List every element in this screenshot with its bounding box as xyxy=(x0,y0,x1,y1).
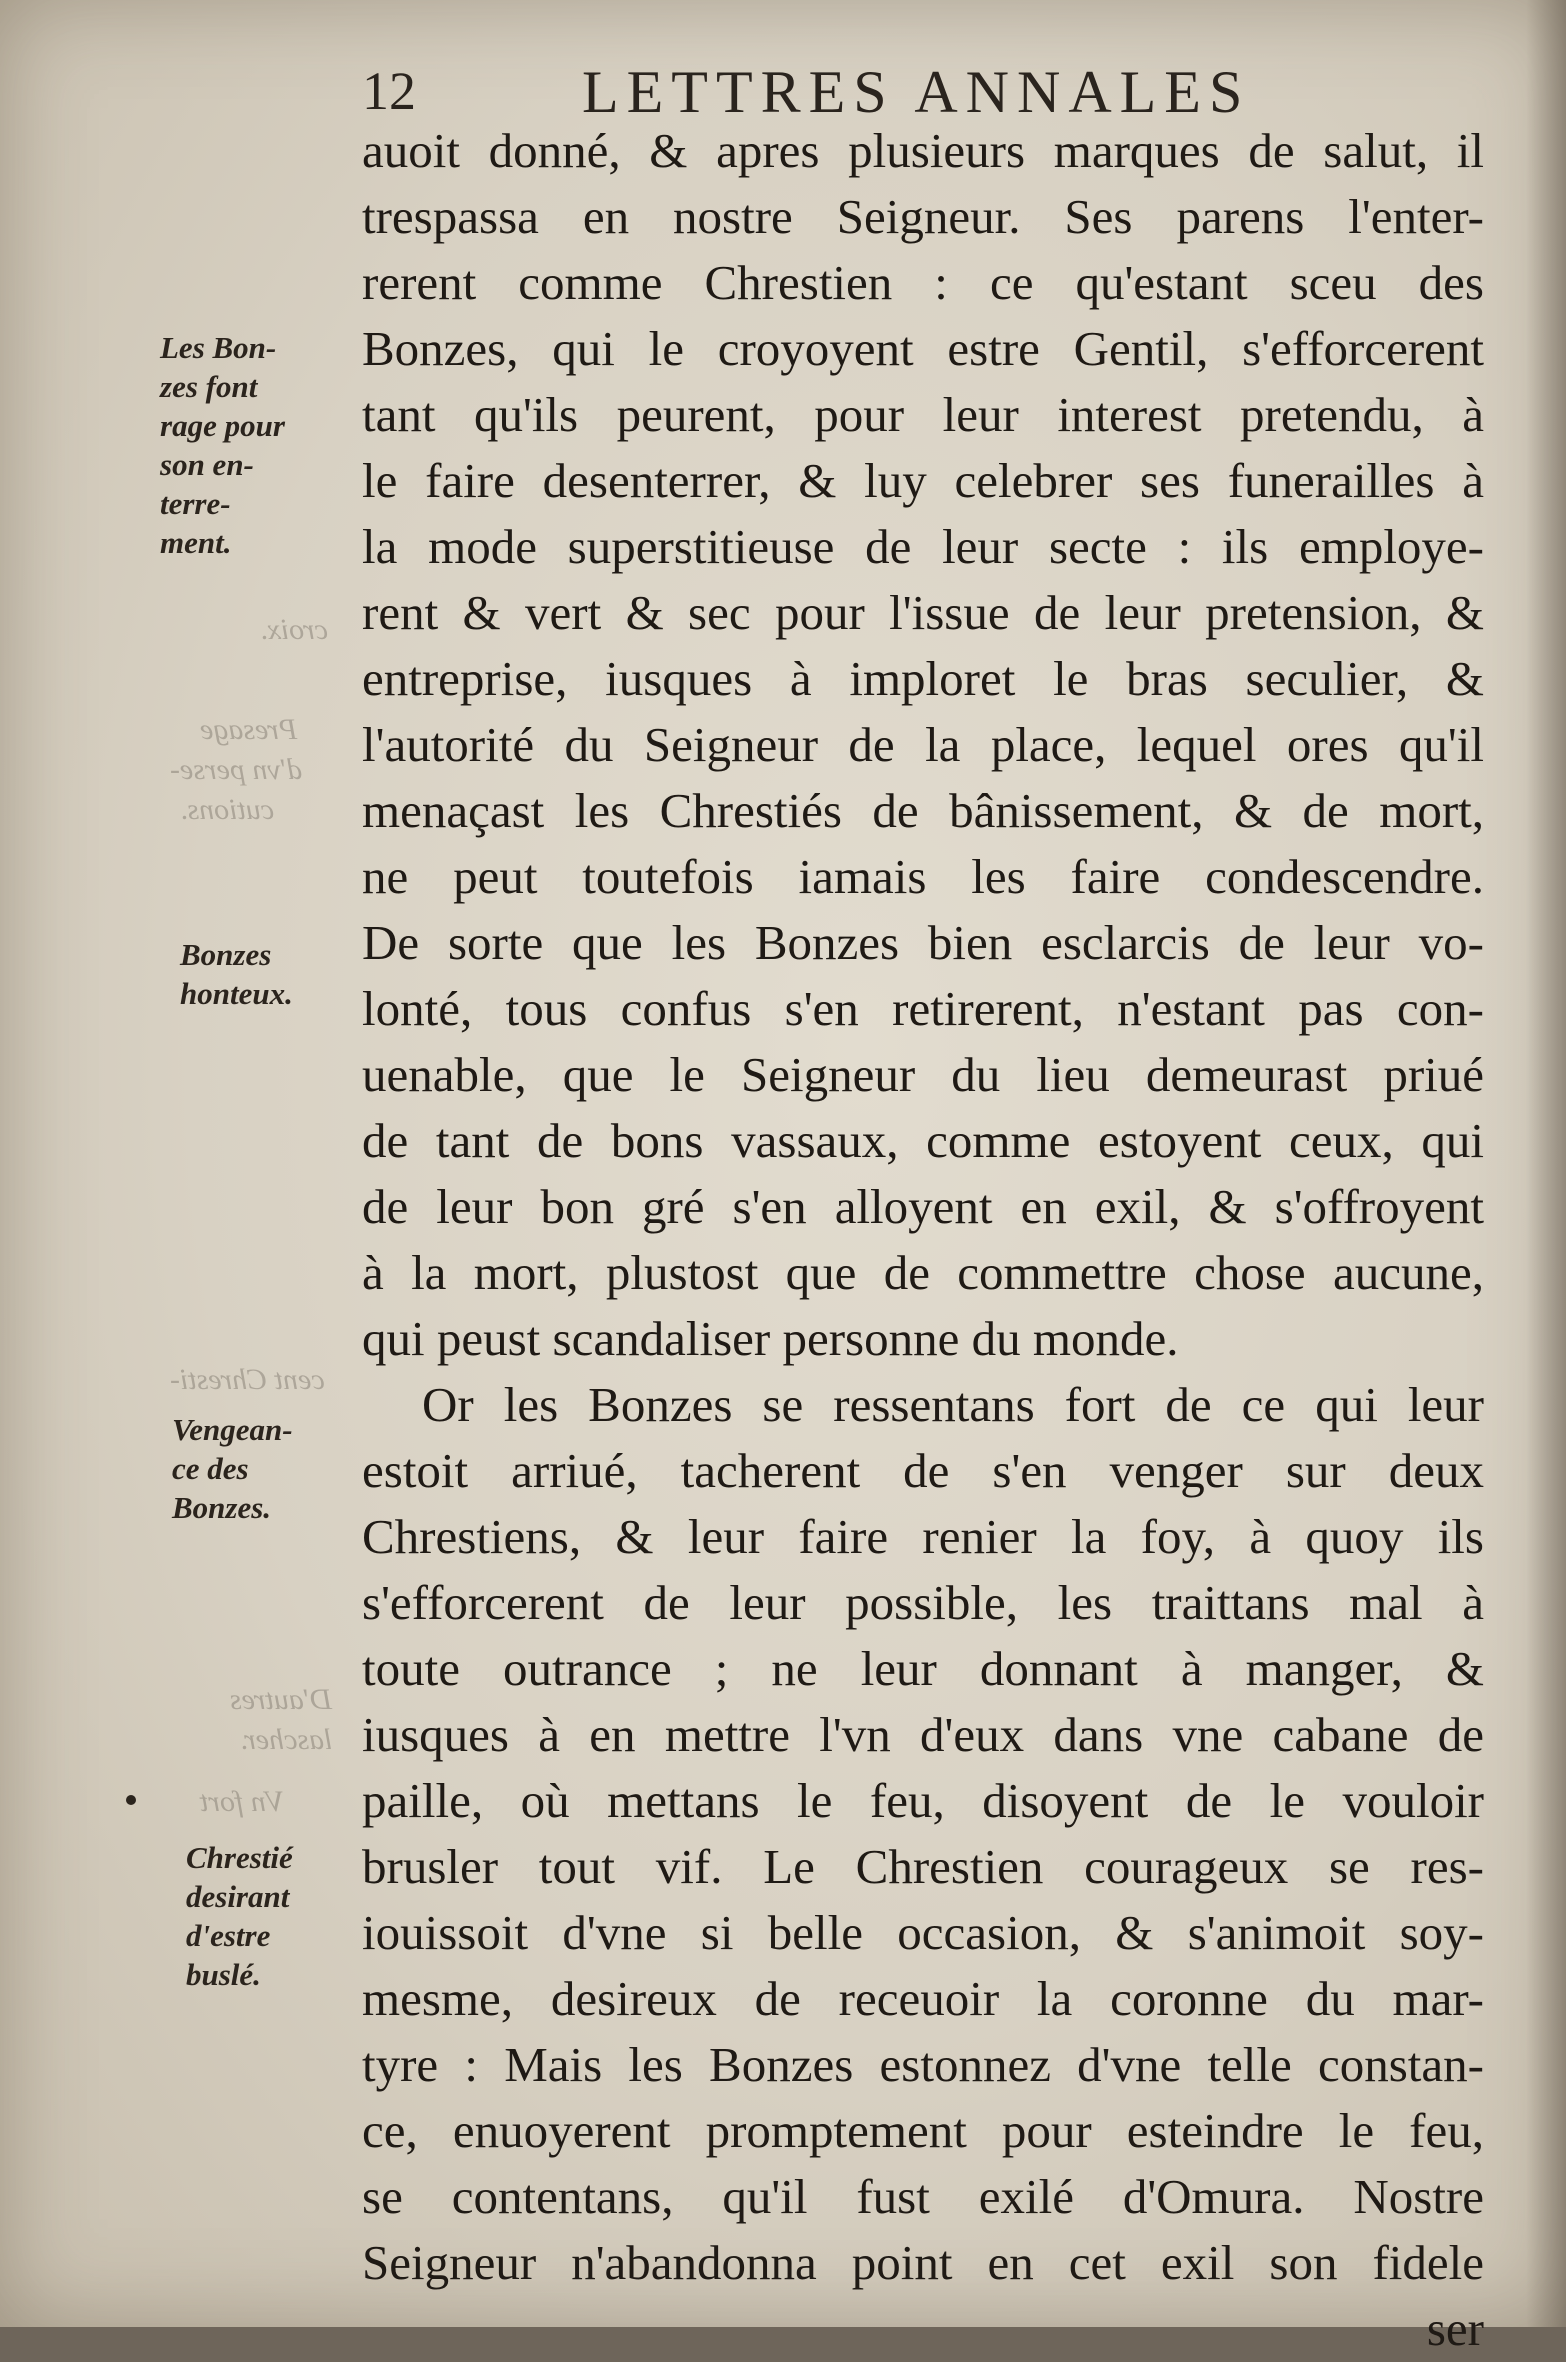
body-text xyxy=(362,118,1484,2362)
bleed-through-text: D'autres xyxy=(230,1683,332,1716)
text-line: mesme, desireux de receuoir la coronne du mar- xyxy=(362,1971,1484,2026)
text-line: la mode superstitieuse de leur secte : ils employe- xyxy=(362,519,1484,574)
margin-note-bonzes-funeral: Les Bon- zes font rage pour son en- terre- ment. xyxy=(160,330,285,560)
bleed-through-text: d'vn perse- xyxy=(170,753,303,786)
text-line: toute outrance ; ne leur donnant à manger, & xyxy=(362,1641,1484,1696)
text-line: lonté, tous confus s'en retirerent, n'estant pas con- xyxy=(362,981,1484,1036)
text-line: auoit donné, & apres plusieurs marques de salut, il xyxy=(362,123,1484,178)
text-line: ne peut toutefois iamais les faire condescendre. xyxy=(362,849,1484,904)
bleed-through-text: Vn fort xyxy=(200,1785,285,1818)
text-line: iouissoit d'vne si belle occasion, & s'animoit soy- xyxy=(362,1905,1484,1960)
text-line: Seigneur n'abandonna point en cet exil son fidele xyxy=(362,2235,1484,2290)
text-line: s'efforcerent de leur possible, les traittans mal à xyxy=(362,1575,1484,1630)
text-line: Bonzes, qui le croyoyent estre Gentil, s'efforcerent xyxy=(362,321,1484,376)
text-line: trespassa en nostre Seigneur. Ses parens l'enter- xyxy=(362,189,1484,244)
bleed-through-text: Presage xyxy=(200,713,298,746)
text-line: tyre : Mais les Bonzes estonnez d'vne telle constan- xyxy=(362,2037,1484,2092)
running-title: LETTRES ANNALES xyxy=(582,59,1251,125)
text-line: de tant de bons vassaux, comme estoyent ceux, qui xyxy=(362,1113,1484,1168)
text-line: De sorte que les Bonzes bien esclarcis de leur vo- xyxy=(362,915,1484,970)
text-line: paille, où mettans le feu, disoyent de le vouloir xyxy=(362,1773,1484,1828)
text-line: entreprise, iusques à imploret le bras seculier, & xyxy=(362,651,1484,706)
text-line: uenable, que le Seigneur du lieu demeurast priué xyxy=(362,1047,1484,1102)
bleed-through-text: lascher. xyxy=(240,1723,333,1756)
page-number: 12 xyxy=(362,61,416,121)
margin-bullet-icon xyxy=(126,1795,136,1805)
text-line: l'autorité du Seigneur de la place, lequel ores qu'il xyxy=(362,717,1484,772)
text-line: brusler tout vif. Le Chrestien courageux se res- xyxy=(362,1839,1484,1894)
text-line: Or les Bonzes se ressentans fort de ce qui leur xyxy=(422,1377,1484,1432)
catchword: ser xyxy=(1426,2301,1484,2356)
text-line: Chrestiens, & leur faire renier la foy, à quoy ils xyxy=(362,1509,1484,1564)
margin-note-bonzes-ashamed: Bonzes honteux. xyxy=(180,937,293,1011)
text-line: rent & vert & sec pour l'issue de leur pretension, & xyxy=(362,585,1484,640)
text-line: se contentans, qu'il fust exilé d'Omura. Nostre xyxy=(362,2169,1484,2224)
text-line: rerent comme Chrestien : ce qu'estant sceu des xyxy=(362,255,1484,310)
text-line: tant qu'ils peurent, pour leur interest pretendu, à xyxy=(362,387,1484,442)
text-line: iusques à en mettre l'vn d'eux dans vne cabane de xyxy=(362,1707,1484,1762)
margin-note-bonzes-vengeance: Vengean- ce des Bonzes. xyxy=(172,1412,293,1525)
text-line: à la mort, plustost que de commettre chose aucune, xyxy=(362,1245,1484,1300)
margin-note-christian-burned: Chrestié desirant d'estre buslé. xyxy=(186,1840,293,1992)
bleed-through-text: croix. xyxy=(260,613,329,646)
bleed-through-text: cutions. xyxy=(180,793,275,826)
text-line: qui peust scandaliser personne du monde. xyxy=(362,1311,1179,1366)
text-line: ce, enuoyerent promptement pour esteindre le feu, xyxy=(362,2103,1484,2158)
text-line: le faire desenterrer, & luy celebrer ses funerailles à xyxy=(362,453,1484,508)
page-header xyxy=(362,40,1362,130)
text-line: estoit arriué, tacherent de s'en venger sur deux xyxy=(362,1443,1484,1498)
text-line: de leur bon gré s'en alloyent en exil, & s'offroyent xyxy=(362,1179,1484,1234)
bleed-through-text: cent Chresti- xyxy=(170,1363,325,1396)
text-line: menaçast les Chrestiés de bânissement, & de mort, xyxy=(362,783,1484,838)
